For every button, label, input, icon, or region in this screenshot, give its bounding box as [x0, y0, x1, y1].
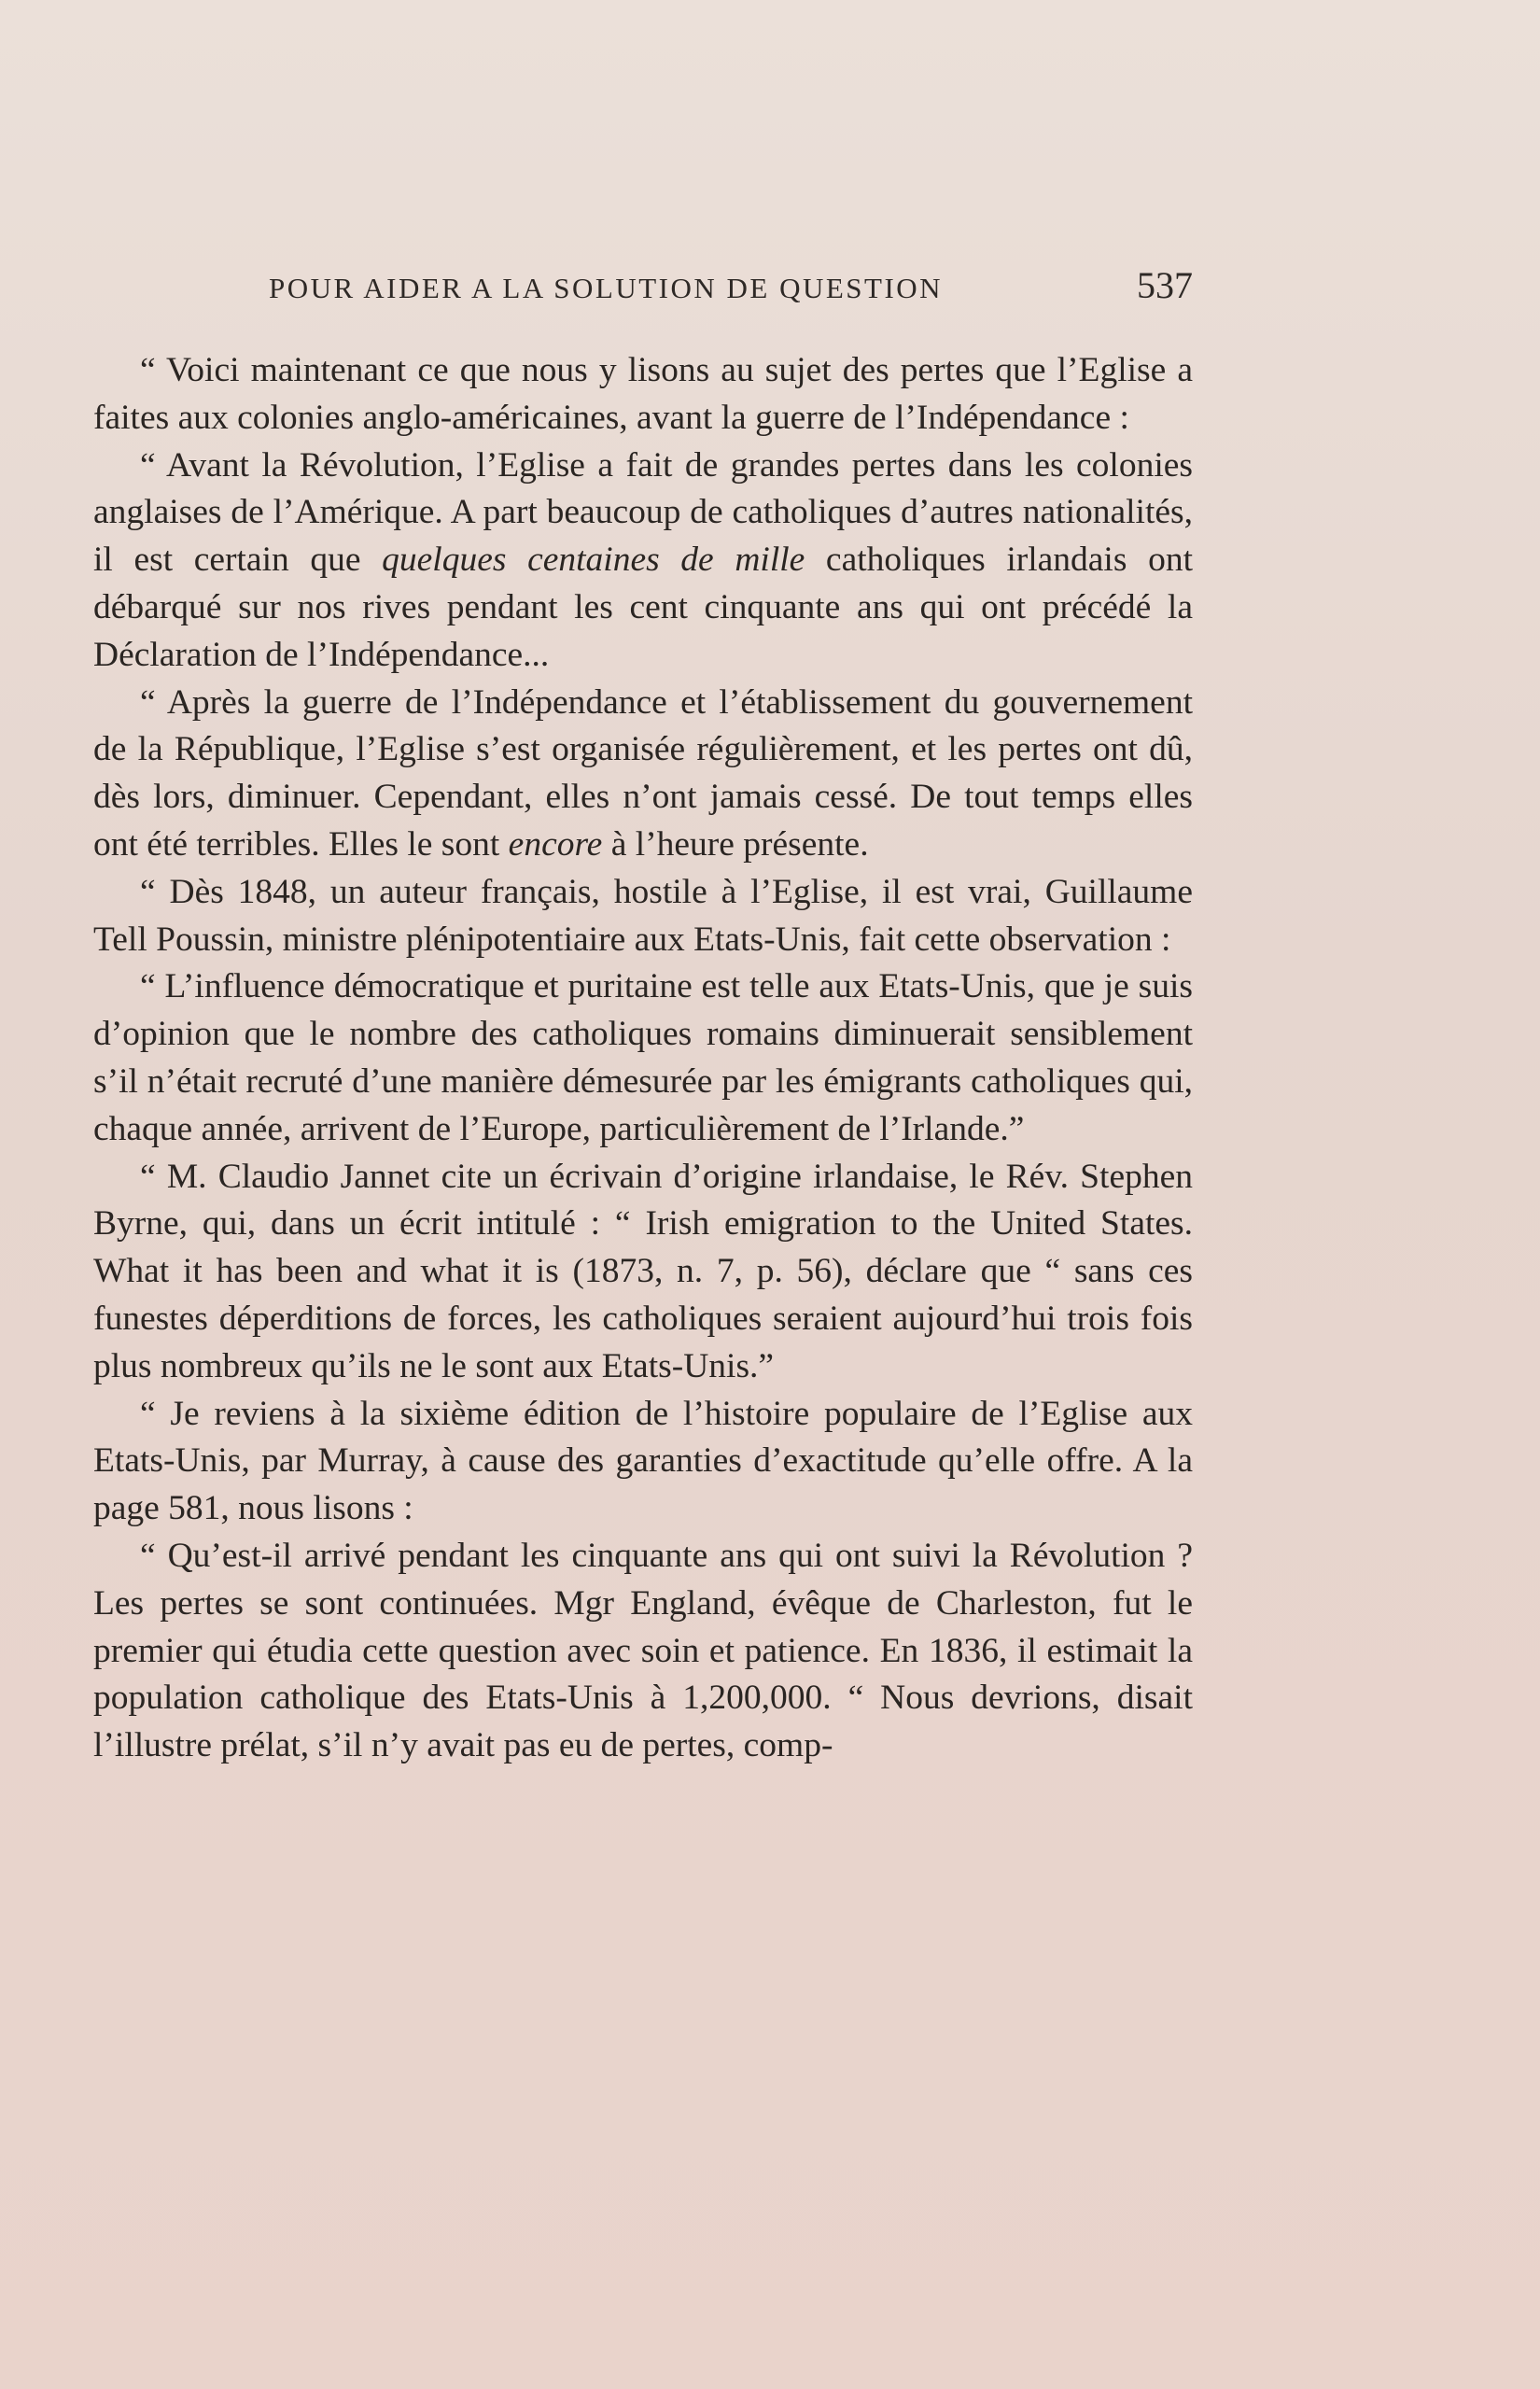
text-segment: “ M. Claudio Jannet cite un écrivain d’origine irlandaise, le Rév. Stephen Byrne, qui, dans un écrit intitulé : “ Irish emigration to the United States. What it has been and what it is (1873, n. 7, p. 56), déclare que “ sans ces funestes déperditions de forces, les catholiques seraient aujourd’hui trois fois plus nombreux qu’ils ne le sont aux Etats-Unis.”: [93, 1157, 1193, 1385]
text-segment: “ Après la guerre de l’Indépendance et l’établissement du gouvernement de la République, l’Eglise s’est organisée régulièrement, et les pertes ont dû, dès lors, diminuer. Cependant, elles n’ont jamais cessé. De tout temps elles ont été terribles. Elles le sont: [93, 682, 1193, 864]
paragraph: [93, 1533, 1193, 1770]
text-segment: “ Voici maintenant ce que nous y lisons au sujet des pertes que l’Eglise a faites aux colonies anglo-américaines, avant la guerre de l’Indépendance :: [93, 351, 1193, 437]
paragraph: [93, 869, 1193, 964]
paragraph: [93, 443, 1193, 680]
paragraph: [93, 963, 1193, 1153]
text-segment: “ Qu’est-il arrivé pendant les cinquante ans qui ont suivi la Révolution ? Les pertes se sont continuées. Mgr England, évêque de Charleston, fut le premier qui étudia cette question avec soin et patience. En 1836, il estimait la population catholique des Etats-Unis à 1,200,000. “ Nous devrions, disait l’illustre prélat, s’il n’y avait pas eu de pertes, comp-: [93, 1536, 1193, 1765]
text-segment: à l’heure présente.: [602, 824, 869, 864]
page-number: 537: [1137, 264, 1193, 306]
paragraph: [93, 1154, 1193, 1391]
italic-segment: encore: [508, 824, 603, 864]
body-text: [93, 347, 1193, 1770]
paragraph: [93, 1391, 1193, 1533]
italic-segment: quelques centaines de mille: [382, 541, 805, 580]
page-header: [269, 263, 1193, 307]
text-segment: “ L’influence démocratique et puritaine est telle aux Etats-Unis, que je suis d’opinion que le nombre des catholiques romains diminuerait sensiblement s’il n’était recruté d’une manière démesurée par les émigrants catholiques qui, chaque année, arrivent de l’Europe, particulièrement de l’Irlande.”: [93, 967, 1193, 1148]
text-segment: catholiques irlandais ont débarqué sur nos rives pendant les cent cinquante ans qui ont précédé la Déclaration de l’Indépendance...: [93, 541, 1193, 674]
running-title: POUR AIDER A LA SOLUTION DE QUESTION: [269, 272, 944, 304]
text-segment: “ Je reviens à la sixième édition de l’histoire populaire de l’Eglise aux Etats-Unis, par Murray, à cause des garanties d’exactitude qu’elle offre. A la page 581, nous lisons :: [93, 1394, 1193, 1528]
paragraph: [93, 347, 1193, 443]
text-segment: “ Avant la Révolution, l’Eglise a fait de grandes pertes dans les colonies anglaises de l’Amérique. A part beaucoup de catholiques d’autres nationalités, il est certain que: [93, 445, 1193, 580]
text-segment: “ Dès 1848, un auteur français, hostile à l’Eglise, il est vrai, Guillaume Tell Poussin, ministre plénipotentiaire aux Etats-Unis, fait cette observation :: [93, 872, 1193, 959]
paragraph: [93, 680, 1193, 869]
